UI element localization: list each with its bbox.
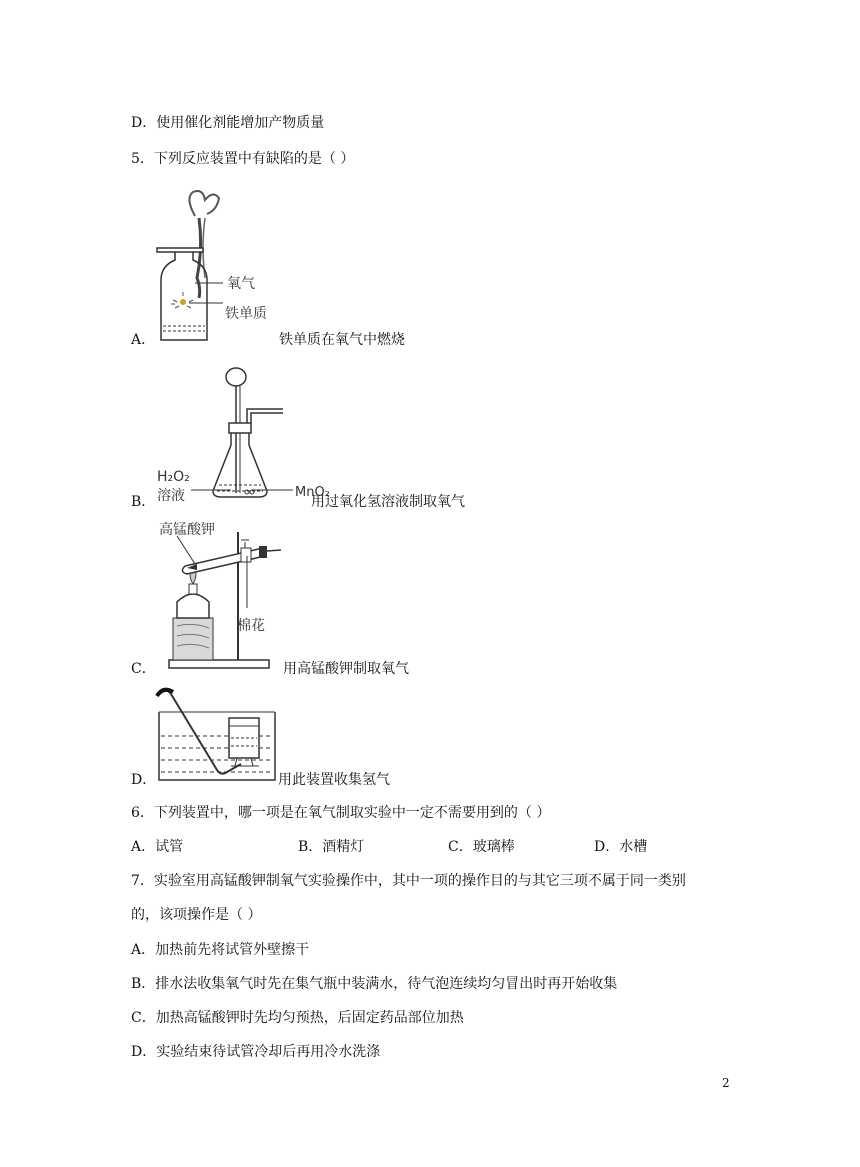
q7-option-c: C．加热高锰酸钾时先均匀预热，后固定药品部位加热 bbox=[131, 1010, 464, 1026]
q5-option-b-caption: 用过氧化氢溶液制取氧气 bbox=[311, 494, 465, 510]
hydrogen-peroxide-apparatus-figure bbox=[155, 365, 330, 510]
label-oxygen: 氧气 bbox=[227, 276, 255, 292]
q5-option-b-letter: B． bbox=[131, 494, 156, 510]
label-solution: 溶液 bbox=[157, 488, 185, 504]
q5-option-d-letter: D． bbox=[131, 772, 157, 788]
q6-option-b: B．酒精灯 bbox=[298, 839, 365, 855]
q4-option-d: D．使用催化剂能增加产物质量 bbox=[131, 115, 325, 131]
q5-option-d-caption: 用此装置收集氢气 bbox=[278, 772, 390, 788]
q6-option-d: D．水槽 bbox=[594, 839, 648, 855]
q7-option-b: B．排水法收集氧气时先在集气瓶中装满水，待气泡连续均匀冒出时再开始收集 bbox=[131, 976, 618, 992]
label-iron: 铁单质 bbox=[225, 306, 267, 322]
label-h2o2: H₂O₂ bbox=[157, 469, 190, 485]
q5-option-c-letter: C． bbox=[131, 661, 156, 677]
q6-option-a: A．试管 bbox=[131, 839, 184, 855]
label-cotton: 棉花 bbox=[237, 618, 265, 634]
q5-stem: 5．下列反应装置中有缺陷的是（ ） bbox=[131, 151, 355, 167]
q6-option-c: C．玻璃棒 bbox=[448, 839, 515, 855]
q6-stem: 6．下列装置中，哪一项是在氧气制取实验中一定不需要用到的（ ） bbox=[131, 805, 551, 821]
hydrogen-collection-figure bbox=[155, 686, 280, 786]
q7-option-a: A．加热前先将试管外壁擦干 bbox=[131, 942, 310, 958]
iron-combustion-figure bbox=[155, 188, 285, 343]
potassium-permanganate-apparatus-figure bbox=[155, 520, 285, 673]
q7-option-d: D．实验结束待试管冷却后再用冷水洗涤 bbox=[131, 1044, 381, 1060]
q7-stem-line2: 的，该项操作是（ ） bbox=[131, 907, 262, 923]
label-mno2: MnO₂ bbox=[295, 485, 330, 500]
label-kmno4: 高锰酸钾 bbox=[159, 522, 215, 538]
q5-option-a-letter: A． bbox=[131, 332, 156, 348]
q5-option-c-caption: 用高锰酸钾制取氧气 bbox=[283, 661, 409, 677]
q7-stem-line1: 7．实验室用高锰酸钾制氧气实验操作中，其中一项的操作目的与其它三项不属于同一类别 bbox=[131, 873, 686, 889]
page-number: 2 bbox=[722, 1076, 730, 1090]
q5-option-a-caption: 铁单质在氧气中燃烧 bbox=[279, 332, 405, 348]
